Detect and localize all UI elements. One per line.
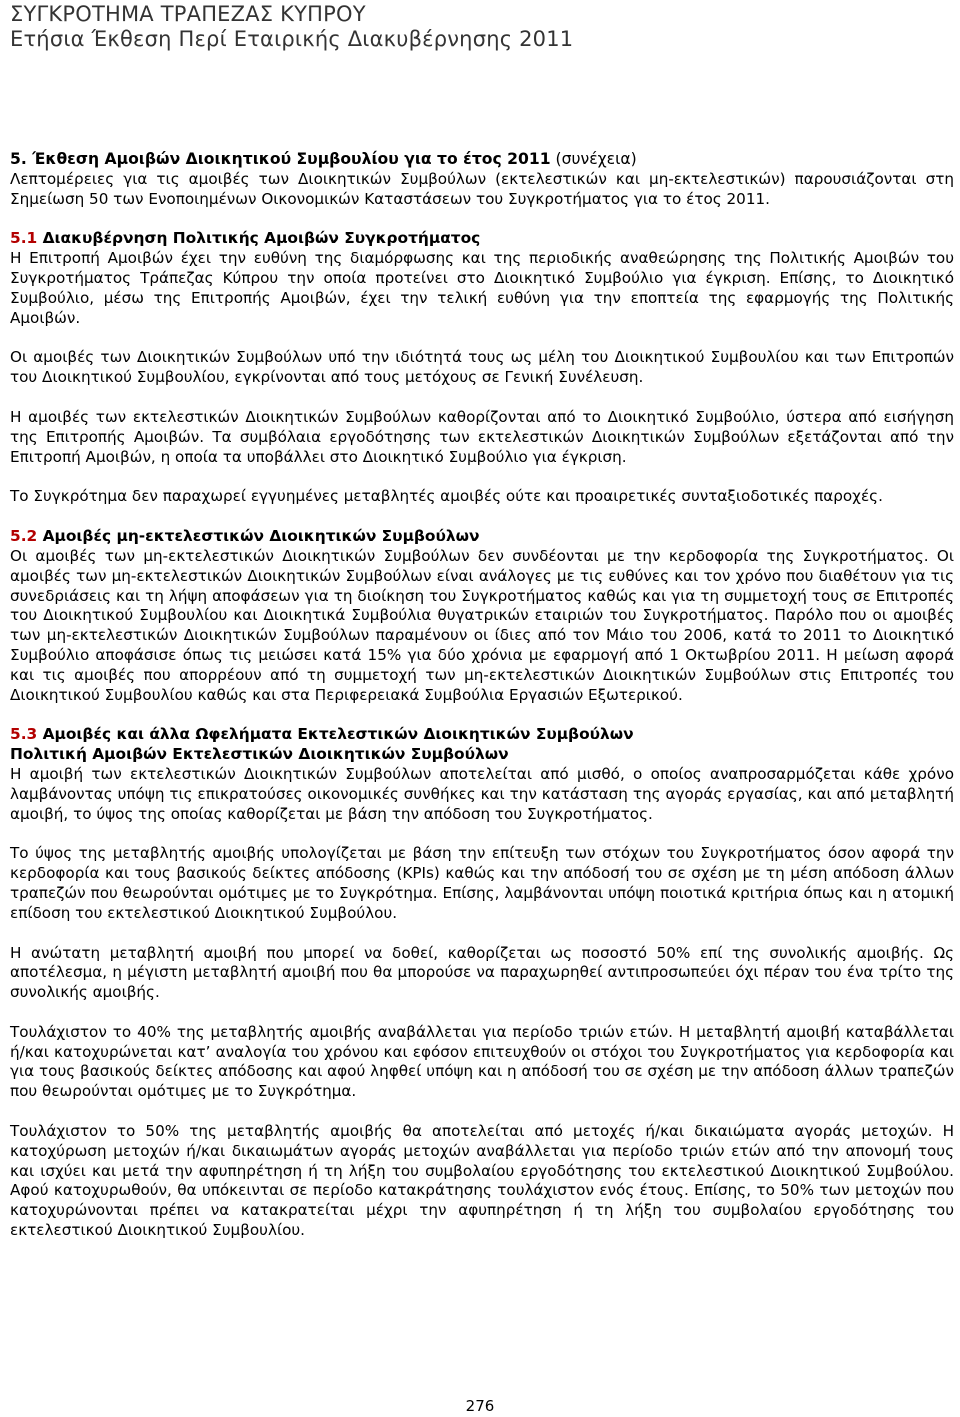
section-5-3-heading bbox=[10, 725, 954, 745]
spacer bbox=[10, 924, 954, 944]
section-5-heading bbox=[10, 150, 954, 170]
subtitle-text: Πολιτική Αμοιβών Εκτελεστικών Διοικητικών Συμβούλων bbox=[10, 745, 509, 764]
paragraph: Οι αμοιβές των μη-εκτελεστικών Διοικητικών Συμβούλων δεν συνδέονται με την κερδοφορία της Συγκροτήματος. Οι αμοιβές των μη-εκτελεστικών Διοικητικών Συμβούλων είναι ανάλογες με τις ευθύνες και τον χρόνο που διαθέτουν για τις συνεδριάσεις και τη λήψη αποφάσεων για τη διοίκηση του Συγκροτήματος καθώς και για τη συμμετοχή τους σε Επιτροπές του Διοικητικού Συμβουλίου και Διοικητικά Συμβούλια θυγατρικών εταιριών του Συγκροτήματος. Παρόλο που οι αμοιβές των μη-εκτελεστικών Διοικητικών Συμβούλων παραμένουν οι ίδιες από τον Μάιο του 2006, κατά το 2011 το Διοικητικό Συμβούλιο αποφάσισε όπως τις μειώσει κατά 15% για δύο χρόνια με εφαρμογή από 1 Οκτωβρίου 2011. Η μείωση αφορά και τις αμοιβές που απορρέουν από τη συμμετοχή των μη-εκτελεστικών Διοικητικών Συμβούλων στις Επιτροπές του Διοικητικού Συμβουλίου καθώς και στα Περιφερειακά Συμβούλια Εργασιών Εξωτερικού. bbox=[10, 546, 954, 704]
spacer bbox=[10, 1102, 954, 1122]
section-5-3-subtitle bbox=[10, 745, 954, 765]
paragraph: Τουλάχιστον το 40% της μεταβλητής αμοιβής αναβάλλεται για περίοδο τριών ετών. Η μεταβλητή αμοιβή καταβάλλεται ή/και κατοχυρώνεται κατ’ αναλογία του χρόνου και εφόσον επιτευχθούν οι στόχοι του Συγκροτήματος για κερδοφορία και για τους βασικούς δείκτες απόδοσης και αφού ληφθεί υπόψη και η απόδοσή του σε σχέση με την απόδοση άλλων τραπεζών που θεωρούνται ομότιμες με το Συγκρότημα. bbox=[10, 1022, 954, 1101]
section-title: Αμοιβές και άλλα Ωφελήματα Εκτελεστικών Διοικητικών Συμβούλων bbox=[37, 725, 634, 744]
section-5-intro: Λεπτομέρειες για τις αμοιβές των Διοικητικών Συμβούλων (εκτελεστικών και μη-εκτελεστικών) παρουσιάζονται στη Σημείωση 50 των Ενοποιημένων Οικονομικών Καταστάσεων του Συγκροτήματος για το έτος 2011. bbox=[10, 169, 954, 208]
section-title: Διακυβέρνηση Πολιτικής Αμοιβών Συγκροτήματος bbox=[37, 229, 481, 248]
section-number: 5.3 bbox=[10, 725, 38, 744]
document-body bbox=[10, 150, 954, 1241]
section-number: 5.1 bbox=[10, 229, 38, 248]
section-5-1-heading bbox=[10, 229, 954, 249]
paragraph: Η ανώτατη μεταβλητή αμοιβή που μπορεί να δοθεί, καθορίζεται ως ποσοστό 50% επί της συνολικής αμοιβής. Ως αποτέλεσμα, η μέγιστη μεταβλητή αμοιβή που θα μπορούσε να παραχωρηθεί αντιπροσωπεύει όχι πέραν του ένα τρίτο της συνολικής αμοιβής. bbox=[10, 943, 954, 1002]
page-number: 276 bbox=[465, 1397, 495, 1415]
page-header bbox=[10, 2, 573, 52]
paragraph: Το Συγκρότημα δεν παραχωρεί εγγυημένες μεταβλητές αμοιβές ούτε και προαιρετικές συνταξιοδοτικές παροχές. bbox=[10, 487, 883, 506]
section-number: 5.2 bbox=[10, 527, 38, 546]
organization-name: ΣΥΓΚΡΟΤΗΜΑ ΤΡΑΠΕΖΑΣ ΚΥΠΡΟΥ bbox=[10, 2, 366, 26]
spacer bbox=[10, 507, 954, 527]
section-title: Αμοιβές μη-εκτελεστικών Διοικητικών Συμβούλων bbox=[37, 527, 480, 546]
spacer bbox=[10, 824, 954, 844]
paragraph: Η αμοιβές των εκτελεστικών Διοικητικών Συμβούλων καθορίζονται από το Διοικητικό Συμβούλιο, ύστερα από εισήγηση της Επιτροπής Αμοιβών. Τα συμβόλαια εργοδότησης των εκτελεστικών Διοικητικών Συμβούλων εξετάζονται από την Επιτροπή Αμοιβών, η οποία τα υποβάλλει στο Διοικητικό Συμβούλιο για έγκριση. bbox=[10, 407, 954, 466]
continued-label: (συνέχεια) bbox=[550, 150, 637, 168]
spacer bbox=[10, 705, 954, 725]
paragraph: Τουλάχιστον το 50% της μεταβλητής αμοιβής θα αποτελείται από μετοχές ή/και δικαιώματα αγοράς μετοχών. Η κατοχύρωση μετοχών ή/και δικαιωμάτων αγοράς μετοχών αναβάλλεται για περίοδο τριών ετών από την απονομή τους και ισχύει και μετά την αφυπηρέτηση ή τη λήξη του συμβολαίου εργοδότησης του εκτελεστικού Διοικητικού Συμβούλου. Αφού κατοχυρωθούν, θα υπόκεινται σε περίοδο κατακράτησης τουλάχιστον ενός έτους. Επίσης, το 50% των μετοχών που κατοχυρώνονται πρέπει να κατακρατείται μέχρι την αφυπηρέτηση ή τη λήξη του συμβολαίου εργοδότησης του εκτελεστικού Διοικητικού Συμβουλίου. bbox=[10, 1122, 954, 1240]
spacer bbox=[10, 388, 954, 408]
paragraph: Οι αμοιβές των Διοικητικών Συμβούλων υπό την ιδιότητά τους ως μέλη του Διοικητικού Συμβουλίου και των Επιτροπών του Διοικητικού Συμβουλίου, εγκρίνονται από τους μετόχους σε Γενική Συνέλευση. bbox=[10, 348, 954, 387]
spacer bbox=[10, 467, 954, 487]
section-5-title: 5. Έκθεση Αμοιβών Διοικητικού Συμβουλίου για το έτος 2011 bbox=[10, 150, 551, 168]
paragraph: Η Επιτροπή Αμοιβών έχει την ευθύνη της διαμόρφωσης και της περιοδικής αναθεώρησης της Πολιτικής Αμοιβών του Συγκροτήματος Τράπεζας Κύπρου την οποία προτείνει στο Διοικητικό Συμβούλιο για έγκριση. Επίσης, το Διοικητικό Συμβούλιο, μέσω της Επιτροπής Αμοιβών, έχει την τελική ευθύνη για την εποπτεία της εφαρμογής της Πολιτικής Αμοιβών. bbox=[10, 249, 954, 327]
paragraph: Η αμοιβή των εκτελεστικών Διοικητικών Συμβούλων αποτελείται από μισθό, ο οποίος αναπροσαρμόζεται κάθε χρόνο λαμβάνοντας υπόψη τις επικρατούσες οικονομικές συνθήκες και την κατάσταση της αγοράς εργασίας, και από μεταβλητή αμοιβή, το ύψος της οποίας καθορίζεται με βάση την απόδοση του Συγκροτήματος. bbox=[10, 764, 954, 823]
paragraph: Το ύψος της μεταβλητής αμοιβής υπολογίζεται με βάση την επίτευξη των στόχων του Συγκροτήματος όσον αφορά την κερδοφορία και τους βασικούς δείκτες απόδοσης (KPIs) καθώς και την απόδοσή του σε σχέση με τη μέση απόδοση άλλων τραπεζών που θεωρούνται ομότιμες με το Συγκρότημα. Επίσης, λαμβάνονται υπόψη ποιοτικά κριτήρια όπως και η ατομική επίδοση του εκτελεστικού Διοικητικού Συμβούλου. bbox=[10, 844, 954, 922]
spacer bbox=[10, 1003, 954, 1023]
report-title: Ετήσια Έκθεση Περί Εταιρικής Διακυβέρνησης 2011 bbox=[10, 27, 574, 51]
spacer bbox=[10, 209, 954, 229]
section-5-2-heading bbox=[10, 527, 954, 547]
spacer bbox=[10, 328, 954, 348]
